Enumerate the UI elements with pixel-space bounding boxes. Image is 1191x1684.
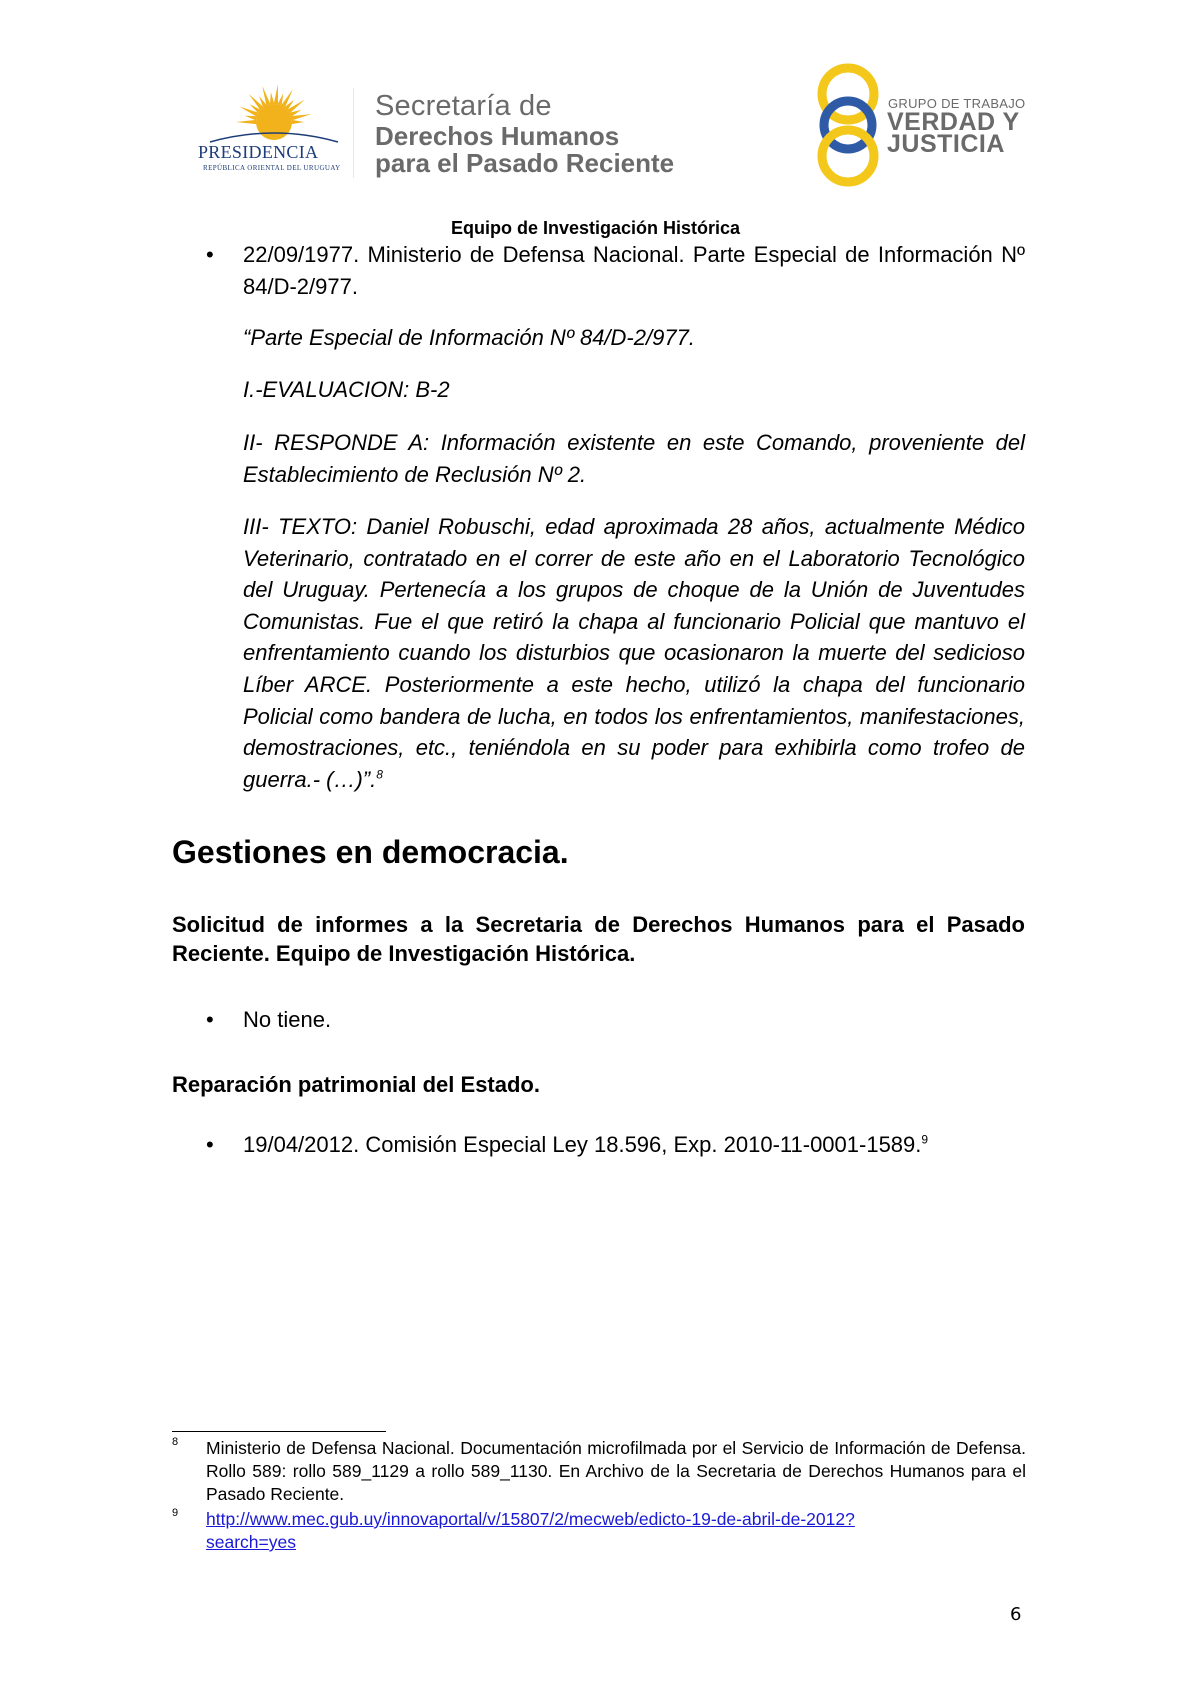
- sun-ray: [245, 116, 257, 121]
- sun-ray: [292, 120, 304, 124]
- team-title: Equipo de Investigación Histórica: [450, 218, 741, 238]
- list-item-no-tiene: No tiene.: [243, 1007, 332, 1032]
- sun-disc: [256, 104, 292, 140]
- ring-bottom-yellow: [822, 130, 874, 182]
- header-divider: [353, 88, 354, 178]
- bullet-marker: •: [206, 1007, 214, 1032]
- footnote-number: 8: [172, 1436, 179, 1448]
- grupo-trabajo-label: GRUPO DE TRABAJO: [888, 96, 1026, 111]
- sun-ray: [281, 89, 293, 108]
- footnote-8-text: Ministerio de Defensa Nacional. Documentación microfilmada por el Servicio de Información de Defensa. Rollo 589: rollo 589_1129 a rollo 589_1130. En Archivo de la Secretaria de Derechos Humanos para el Pasado Reciente.: [206, 1438, 1026, 1504]
- subsection-heading-reparacion: Reparación patrimonial del Estado.: [172, 1072, 540, 1097]
- grupo-verdad-label: VERDAD Y: [887, 108, 1020, 136]
- footnote-9-link[interactable]: [206, 1509, 855, 1552]
- list-item-1977: 22/09/1977. Ministerio de Defensa Nacional. Parte Especial de Información Nº 84/D-2/977.: [243, 242, 1025, 299]
- quote-texto-body: III- TEXTO: Daniel Robuschi, edad aproximada 28 años, actualmente Médico Veterinario, contratado en el correr de este año en el Laboratorio Tecnológico del Uruguay. Pertenecía a los grupos de choque de la Unión de Juventudes Comunistas. Fue el que retiró la chapa al funcionario Policial que mantuvo el enfrentamiento cuando los disturbios que ocasionaron la muerte del sedicioso Líber ARCE. Posteriormente a este hecho, utilizó la chapa del funcionario Policial como bandera de lucha, en todos los enfrentamientos, manifestaciones, demostraciones, etc., teniéndola en su poder para exhibirla como trofeo de guerra.- (…)”.: [243, 514, 1025, 792]
- secretaria-line-3: para el Pasado Reciente: [375, 148, 675, 178]
- page-number: 6: [1010, 1604, 1022, 1625]
- footnote-number: 9: [172, 1507, 179, 1519]
- bullet-marker: •: [206, 242, 214, 267]
- secretaria-line-1: Secretaría de: [375, 90, 552, 122]
- list-item-2012: [243, 1129, 1025, 1161]
- footnote-9-link-line-1: http://www.mec.gub.uy/innovaportal/v/15807/2/mecweb/edicto-19-de-abril-de-2012?: [206, 1509, 855, 1529]
- grupo-justicia-label: JUSTICIA: [887, 130, 1005, 158]
- sun-ray: [274, 84, 278, 104]
- quote-paragraph-responde: II- RESPONDE A: Información existente en este Comando, proveniente del Establecimiento de Reclusión Nº 2.: [243, 430, 1025, 487]
- footnote-ref-8[interactable]: 8: [376, 767, 383, 782]
- subsection-heading-informes: Solicitud de informes a la Secretaria de Derechos Humanos para el Pasado Reciente. Equipo de Investigación Histórica.: [172, 912, 1025, 966]
- sun-ray: [236, 120, 256, 124]
- quote-paragraph-texto: [243, 511, 1025, 795]
- presidencia-logo-text: PRESIDENCIA: [198, 142, 319, 162]
- secretaria-line-2: Derechos Humanos: [375, 121, 620, 151]
- footnote-9-text: [206, 1508, 1026, 1554]
- list-item-2012-text: 19/04/2012. Comisión Especial Ley 18.596, Exp. 2010-11-0001-1589.: [243, 1132, 922, 1157]
- sun-ray: [291, 114, 311, 120]
- footnote-9-link-line-2: search=yes: [206, 1532, 296, 1552]
- quote-paragraph-title: “Parte Especial de Información Nº 84/D-2/977.: [243, 325, 695, 350]
- section-heading: Gestiones en democracia.: [172, 834, 569, 870]
- bullet-marker: •: [206, 1132, 214, 1157]
- footnote-ref-9[interactable]: 9: [921, 1132, 929, 1147]
- sun-ray: [270, 92, 274, 104]
- presidencia-logo-subtext: REPÚBLICA ORIENTAL DEL URUGUAY: [203, 164, 341, 172]
- footnote-separator: [172, 1431, 386, 1432]
- verdad-justicia-rings-logo: [812, 62, 884, 188]
- presidencia-sun-logo: [200, 82, 348, 144]
- quote-paragraph-evaluacion: I.-EVALUACION: B-2: [243, 377, 450, 402]
